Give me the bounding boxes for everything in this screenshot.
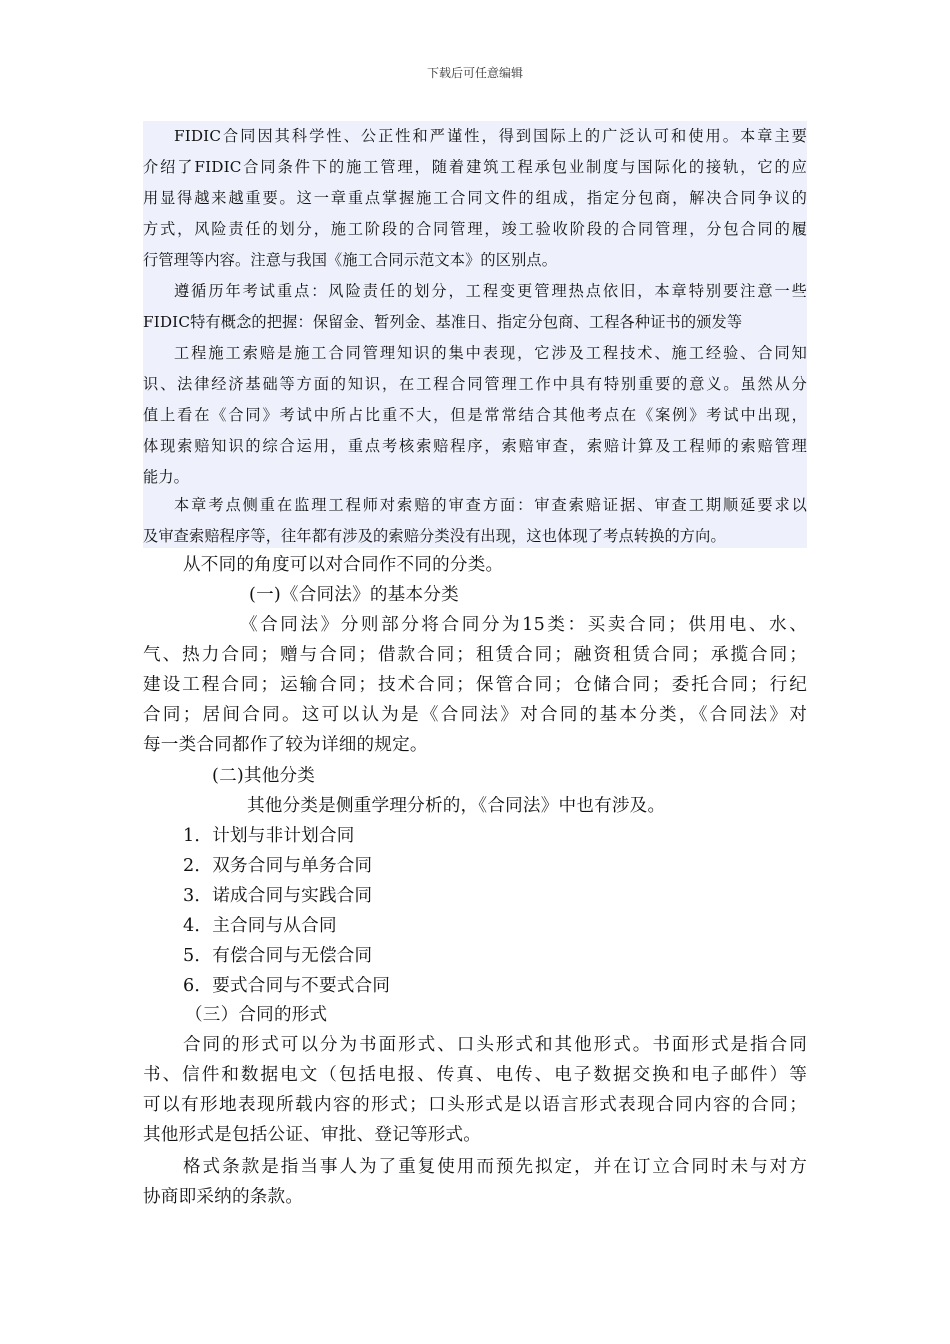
section-3-text: [143, 1030, 807, 1150]
text-line: FIDIC特有概念的把握：保留金、暂列金、基准日、指定分包商、工程各种证书的颁发等: [143, 313, 743, 331]
text-line: 能力。: [143, 468, 190, 486]
section-2-intro: 其他分类是侧重学理分析的，《合同法》中也有涉及。: [247, 796, 666, 816]
text-line: 行管理等内容。注意与我国《施工合同示范文本》的区别点。: [143, 251, 558, 269]
text-line: 遵循历年考试重点：风险责任的划分，工程变更管理热点依旧，本章特别要注意一些: [174, 282, 807, 300]
text-line: 协商即采纳的条款。: [143, 1187, 304, 1207]
text-line: 建设工程合同；运输合同；技术合同；保管合同；仓储合同；委托合同；行纪: [143, 675, 807, 695]
text-line: 方式，风险责任的划分，施工阶段的合同管理，竣工验收阶段的合同管理，分包合同的履: [143, 220, 807, 238]
text-line: 体现索赔知识的综合运用，重点考核索赔程序，索赔审查，索赔计算及工程师的索赔管理: [143, 437, 807, 455]
page-header: 下载后可任意编辑: [426, 66, 523, 80]
classification-intro: 从不同的角度可以对合同作不同的分类。: [183, 555, 504, 575]
text-line: 每一类合同都作了较为详细的规定。: [143, 735, 428, 755]
text-line: 及审查索赔程序等，往年都有涉及的索赔分类没有出现，这也体现了考点转换的方向。: [143, 527, 726, 545]
text-line: 气、热力合同；赠与合同；借款合同；租赁合同；融资租赁合同；承揽合同；: [143, 645, 807, 665]
text-line: 工程施工索赔是施工合同管理知识的集中表现，它涉及工程技术、施工经验、合同知: [174, 344, 807, 362]
text-line: 本章考点侧重在监理工程师对索赔的审查方面：审查索赔证据、审查工期顺延要求以: [174, 496, 807, 514]
section-3-title: （三）合同的形式: [185, 1005, 328, 1025]
text-line: 可以有形地表现所载内容的形式；口头形式是以语言形式表现合同内容的合同；: [143, 1095, 807, 1115]
summary-paragraph-3: [143, 338, 807, 493]
text-line: 合同；居间合同。这可以认为是《合同法》对合同的基本分类，《合同法》对: [143, 705, 807, 725]
text-line: 值上看在《合同》考试中所占比重不大，但是常常结合其他考点在《案例》考试中出现，: [143, 406, 807, 424]
text-line: 《合同法》分则部分将合同分为15类：买卖合同；供用电、水、: [240, 615, 807, 635]
text-line: 其他形式是包括公证、审批、登记等形式。: [143, 1125, 482, 1145]
list-item: 4．主合同与从合同: [183, 916, 337, 936]
clause-text: [143, 1152, 807, 1212]
section-1-text: [143, 610, 807, 760]
text-line: 书、信件和数据电文（包括电报、传真、电传、电子数据交换和电子邮件）等: [143, 1065, 807, 1085]
list-item: 6．要式合同与不要式合同: [183, 976, 391, 996]
summary-paragraph-2: [143, 276, 807, 338]
text-line: 介绍了FIDIC合同条件下的施工管理，随着建筑工程承包业制度与国际化的接轨，它的应: [143, 158, 807, 176]
text-line: 用显得越来越重要。这一章重点掌握施工合同文件的组成，指定分包商，解决合同争议的: [143, 189, 807, 207]
text-line: 格式条款是指当事人为了重复使用而预先拟定，并在订立合同时未与对方: [183, 1157, 807, 1177]
text-line: 合同的形式可以分为书面形式、口头形式和其他形式。书面形式是指合同: [183, 1035, 807, 1055]
list-item: 5．有偿合同与无偿合同: [183, 946, 373, 966]
summary-paragraph-1: [143, 121, 807, 276]
list-item: 1．计划与非计划合同: [183, 826, 355, 846]
list-item: 2．双务合同与单务合同: [183, 856, 373, 876]
contract-type-list: [183, 821, 683, 1001]
section-1-title: (一)《合同法》的基本分类: [249, 585, 459, 605]
text-line: 识、法律经济基础等方面的知识，在工程合同管理工作中具有特别重要的意义。虽然从分: [143, 375, 807, 393]
summary-paragraph-4: [143, 490, 807, 552]
section-2-title: (二)其他分类: [212, 766, 316, 786]
text-line: FIDIC合同因其科学性、公正性和严谨性，得到国际上的广泛认可和使用。本章主要: [174, 127, 807, 145]
list-item: 3．诺成合同与实践合同: [183, 886, 373, 906]
